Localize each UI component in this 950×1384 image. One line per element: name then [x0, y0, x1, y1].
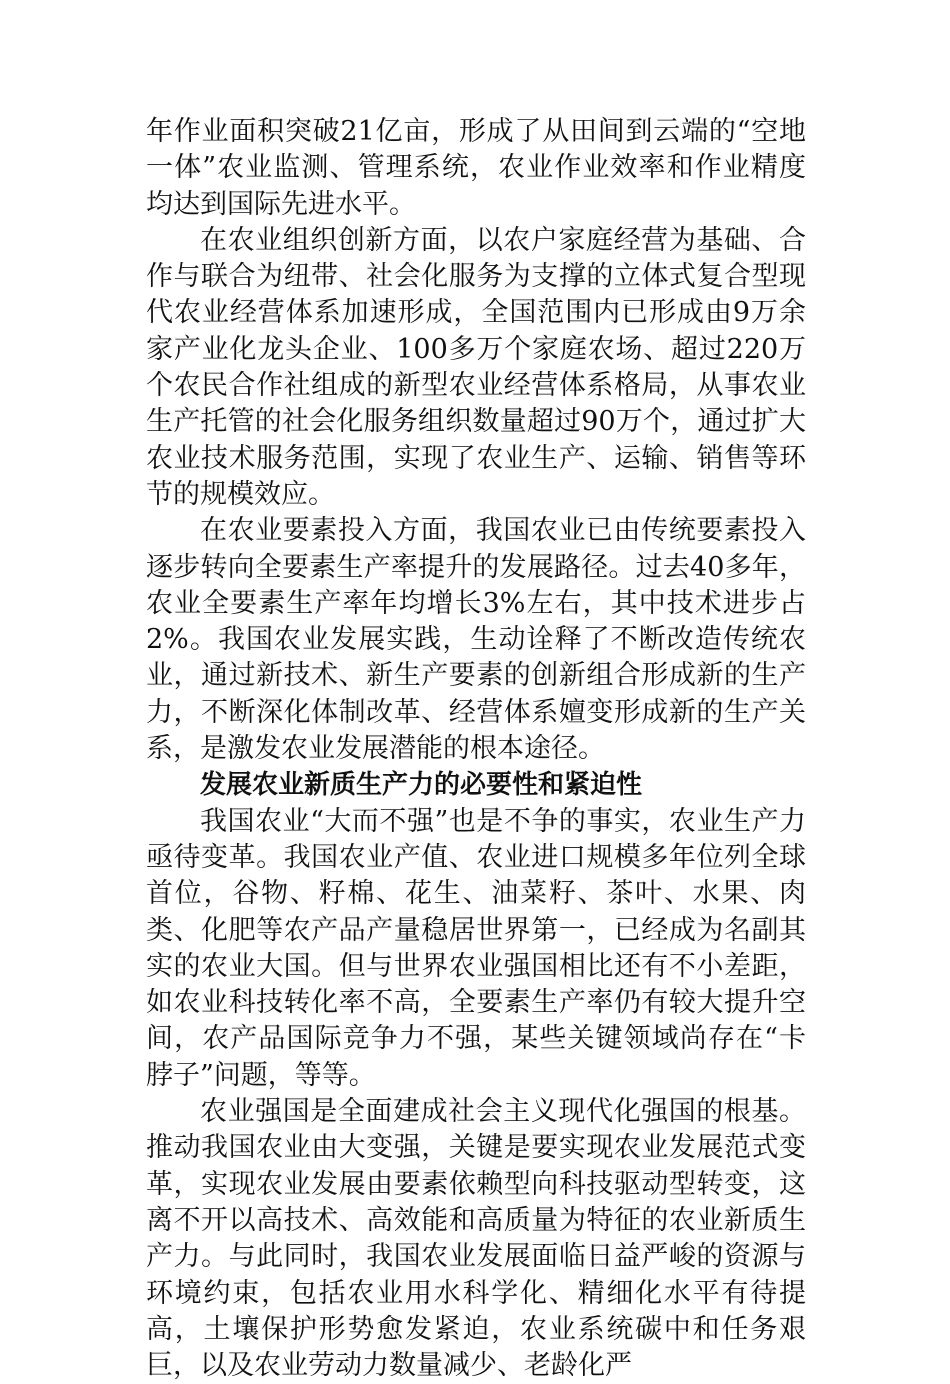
paragraph-factor-input: 在农业要素投入方面，我国农业已由传统要素投入逐步转向全要素生产率提升的发展路径。过去40多年，农业全要素生产率年均增长3%左右，其中技术进步占2%。我国农业发展实践，生动诠释了不断改造传统农业，通过新技术、新生产要素的创新组合形成新的生产力，不断深化体制改革、经营体系嬗变形成新的生产关系，是激发农业发展潜能的根本途径。 — [146, 515, 806, 765]
paragraph-agricultural-power: 农业强国是全面建成社会主义现代化强国的根基。推动我国农业由大变强，关键是要实现农业发展范式变革，实现农业发展由要素依赖型向科技驱动型转变，这离不开以高技术、高效能和高质量为特征的农业新质生产力。与此同时，我国农业发展面临日益严峻的资源与环境约束，包括农业用水科学化、精细化水平有待提高，土壤保护形势愈发紧迫，农业系统碳中和任务艰巨，以及农业劳动力数量减少、老龄化严 — [146, 1096, 806, 1382]
document-page — [146, 114, 806, 1384]
section-heading: 发展农业新质生产力的必要性和紧迫性 — [200, 770, 643, 801]
paragraph-continuation: 年作业面积突破21亿亩，形成了从田间到云端的“空地一体”农业监测、管理系统，农业作业效率和作业精度均达到国际先进水平。 — [146, 116, 806, 220]
paragraph-organization-innovation: 在农业组织创新方面，以农户家庭经营为基础、合作与联合为纽带、社会化服务为支撑的立体式复合型现代农业经营体系加速形成，全国范围内已形成由9万余家产业化龙头企业、100多万个家庭农场、超过220万个农民合作社组成的新型农业经营体系格局，从事农业生产托管的社会化服务组织数量超过90万个，通过扩大农业技术服务范围，实现了农业生产、运输、销售等环节的规模效应。 — [146, 224, 806, 510]
paragraph-big-not-strong: 我国农业“大而不强”也是不争的事实，农业生产力亟待变革。我国农业产值、农业进口规模多年位列全球首位，谷物、籽棉、花生、油菜籽、茶叶、水果、肉类、化肥等农产品产量稳居世界第一，已经成为名副其实的农业大国。但与世界农业强国相比还有不小差距，如农业科技转化率不高，全要素生产率仍有较大提升空间，农产品国际竞争力不强，某些关键领域尚存在“卡脖子”问题，等等。 — [146, 805, 806, 1091]
